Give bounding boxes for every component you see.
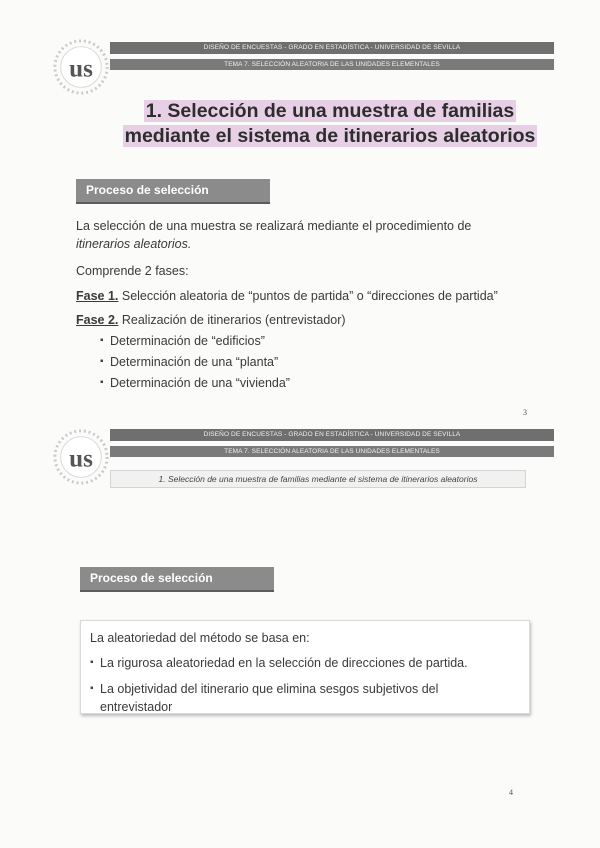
- section-header: Proceso de selección: [80, 567, 274, 592]
- svg-text:us: us: [69, 445, 93, 473]
- slide-3: [0, 0, 600, 420]
- section-header: Proceso de selección: [76, 179, 270, 204]
- header-topic: TEMA 7. SELECCIÓN ALEATORIA DE LAS UNIDADES ELEMENTALES: [110, 59, 554, 70]
- box-lead: La aleatoriedad del método se basa en:: [90, 631, 310, 645]
- list-item: ▪ Determinación de una “vivienda”: [100, 374, 290, 392]
- page-title: [95, 99, 565, 149]
- phase-2: [76, 311, 546, 329]
- slide-4: [0, 420, 600, 848]
- university-logo: [52, 428, 110, 486]
- list-item: ▪ La rigurosa aleatoriedad en la selección de direcciones de partida.: [90, 654, 510, 672]
- list-item: ▪ La objetividad del itinerario que elimina sesgos subjetivos del entrevistador: [90, 680, 510, 716]
- header-course: DISEÑO DE ENCUESTAS - GRADO EN ESTADÍSTICA - UNIVERSIDAD DE SEVILLA: [110, 429, 554, 441]
- content-box: [80, 620, 530, 714]
- phase-1-text: Selección aleatoria de “puntos de partida” o “direcciones de partida”: [118, 289, 498, 303]
- list-item: ▪ Determinación de una “planta”: [100, 353, 290, 371]
- list-item: ▪ Determinación de “edificios”: [100, 332, 290, 350]
- header-topic: TEMA 7. SELECCIÓN ALEATORIA DE LAS UNIDADES ELEMENTALES: [110, 446, 554, 457]
- page-number: 4: [509, 788, 513, 797]
- box-points: [90, 654, 510, 719]
- university-logo: [52, 38, 110, 96]
- slide-subtitle: 1. Selección de una muestra de familias mediante el sistema de itinerarios aleatorios: [110, 470, 526, 488]
- phase-2-text: Realización de itinerarios (entrevistador): [118, 313, 346, 327]
- phase-1-label: Fase 1.: [76, 289, 119, 303]
- phase-1: [76, 287, 546, 305]
- title-line-2: mediante el sistema de itinerarios aleatorios: [124, 125, 536, 147]
- intro-paragraph: [76, 217, 536, 253]
- phases-intro: Comprende 2 fases:: [76, 264, 189, 278]
- header-course: DISEÑO DE ENCUESTAS - GRADO EN ESTADÍSTICA - UNIVERSIDAD DE SEVILLA: [110, 42, 554, 54]
- phase-2-label: Fase 2.: [76, 313, 119, 327]
- svg-text:us: us: [69, 55, 93, 83]
- phase-2-steps: [100, 332, 290, 395]
- title-line-1: 1. Selección de una muestra de familias: [145, 100, 515, 122]
- intro-text: La selección de una muestra se realizará mediante el procedimiento de: [76, 219, 472, 233]
- intro-italic: itinerarios aleatorios.: [76, 237, 192, 251]
- page-number: 3: [523, 408, 527, 417]
